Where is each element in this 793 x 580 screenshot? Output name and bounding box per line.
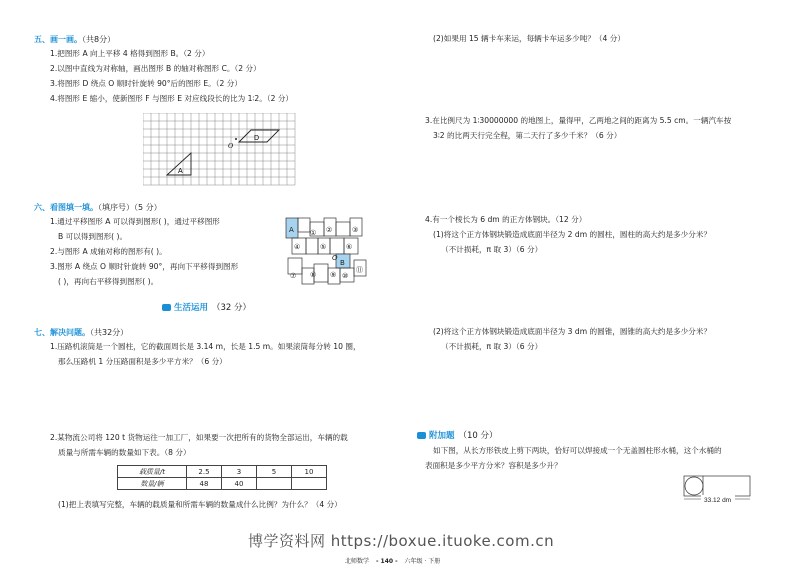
bonus-figure bbox=[680, 474, 755, 506]
puzzle-label-8: ⑧ bbox=[310, 271, 317, 279]
section-7-title bbox=[34, 327, 128, 338]
table-cell: 5 bbox=[257, 466, 292, 478]
table-cell: 3 bbox=[222, 466, 257, 478]
table-row bbox=[118, 478, 327, 490]
bonus-label: 附加题 bbox=[429, 431, 455, 441]
section-5-title bbox=[34, 34, 115, 45]
table-row bbox=[118, 466, 327, 478]
sheet-rectangle bbox=[684, 476, 750, 496]
dimension-label: 33.12 dm bbox=[704, 497, 732, 504]
s6-item-3a: 3.图形 A 绕点 O 顺时针旋转 90°，再向下平移得到图形 bbox=[50, 262, 239, 271]
table-head-load: 载质量/t bbox=[118, 466, 187, 478]
bonus-points: （10 分） bbox=[458, 431, 498, 441]
s7-q2-line2: 质量与所需车辆的数量如下表。（8 分） bbox=[58, 448, 191, 457]
footer-right: 六年级 · 下册 bbox=[404, 558, 441, 565]
table-head-count: 数量/辆 bbox=[118, 478, 187, 490]
page-number: - 140 - bbox=[375, 558, 398, 565]
s5-item-3: 3.将图形 D 绕点 O 顺时针旋转 90°后的图形 E。（2 分） bbox=[50, 79, 242, 88]
table-cell: 48 bbox=[187, 478, 222, 490]
banner-points: （32 分） bbox=[212, 303, 252, 313]
watermark: 博学资料网 https://boxue.ituoke.com.cn bbox=[248, 532, 555, 550]
drawing-grid bbox=[143, 113, 298, 189]
section-5-heading: 五、画一画。 bbox=[34, 35, 82, 44]
section-6-title bbox=[34, 202, 162, 213]
r-q4-line2: (1)将这个正方体钢块锻造成底面半径为 2 dm 的圆柱，圆柱的高大约是多少分米？ bbox=[433, 230, 712, 239]
puzzle-label-9: ⑨ bbox=[330, 271, 337, 279]
r-q4-2-line1: (2)将这个正方体钢块锻造成底面半径为 3 dm 的圆锥，圆锥的高大约是多少分米？ bbox=[433, 327, 712, 336]
s7-q1-line2: 那么压路机 1 分压路面积是多少平方米？（6 分） bbox=[58, 357, 227, 366]
r-q4-line1: 4.有一个棱长为 6 dm 的正方体钢块。（12 分） bbox=[425, 215, 587, 224]
puzzle-label-2: ② bbox=[326, 226, 333, 234]
cut-circle bbox=[685, 477, 703, 495]
label-d: D bbox=[254, 135, 260, 142]
puzzle-figure bbox=[284, 214, 374, 290]
load-table bbox=[117, 465, 327, 490]
puzzle-label-6: ⑥ bbox=[346, 243, 353, 251]
r-q4-2-line2: （不计损耗，π 取 3）（6 分） bbox=[441, 342, 543, 351]
s6-item-1a: 1.通过平移图形 A 可以得到图形( )，通过平移图形 bbox=[50, 217, 220, 226]
bonus-book-icon bbox=[417, 432, 426, 439]
puzzle-label-10: ⑩ bbox=[342, 272, 349, 280]
label-a: A bbox=[178, 168, 183, 175]
r-q4-line3: （不计损耗，π 取 3）（6 分） bbox=[441, 245, 543, 254]
table-cell: 2.5 bbox=[187, 466, 222, 478]
table-cell: 10 bbox=[292, 466, 327, 478]
section-6-heading: 六、看图填一填。 bbox=[34, 203, 98, 212]
table-cell: 40 bbox=[222, 478, 257, 490]
puzzle-label-5: ⑤ bbox=[320, 243, 327, 251]
puzzle-label-11: ⑪ bbox=[356, 266, 363, 274]
bonus-banner bbox=[417, 429, 498, 441]
life-application-banner bbox=[162, 301, 251, 313]
s5-item-4: 4.将图形 E 缩小，使新图形 F 与图形 E 对应线段长的比为 1∶2。（2 分） bbox=[50, 94, 294, 103]
table-cell-blank[interactable] bbox=[292, 478, 327, 490]
s6-item-3b: ( )，再向右平移得到图形( )。 bbox=[58, 277, 159, 286]
r-q3-line1: 3.在比例尺为 1∶30000000 的地图上，量得甲，乙两地之间的距离为 5.5 cm。一辆汽车按 bbox=[425, 116, 732, 125]
section-5-points: （共8分） bbox=[82, 35, 116, 44]
s6-item-2: 2.与图形 A 成轴对称的图形有( )。 bbox=[50, 247, 167, 256]
puzzle-label-3: ③ bbox=[352, 226, 359, 234]
puzzle-label-7: ⑦ bbox=[290, 272, 297, 280]
s7-q2-line1: 2.某物流公司将 120 t 货物运往一加工厂，如果要一次把所有的货物全部运出，车辆的载 bbox=[50, 433, 348, 442]
bonus-line1: 如下图，从长方形铁皮上剪下两块，恰好可以焊接成一个无盖圆柱形水桶，这个水桶的 bbox=[433, 446, 722, 455]
s7-q2-1: (1)把上表填写完整，车辆的载质量和所需车辆的数量成什么比例？为什么？（4 分） bbox=[58, 500, 342, 509]
s7-q1-line1: 1.压路机滚筒是一个圆柱，它的截面周长是 3.14 m，长是 1.5 m。如果滚筒每分转 10 圈， bbox=[50, 342, 361, 351]
section-7-heading: 七、解决问题。 bbox=[34, 328, 90, 337]
r-q3-line2: 3∶2 的比两天行完全程，第二天行了多少千米？（6 分） bbox=[433, 131, 622, 140]
section-7-points: （共32分） bbox=[90, 328, 129, 337]
puzzle-label-b: B bbox=[340, 259, 345, 267]
s6-item-1b: B 可以得到图形( )。 bbox=[58, 232, 128, 241]
bonus-line2: 表面积是多少平方分米？容积是多少升？ bbox=[425, 461, 562, 470]
section-6-points: （填序号）（5 分） bbox=[98, 203, 162, 212]
puzzle-label-4: ④ bbox=[294, 243, 301, 251]
puzzle-label-1: ① bbox=[310, 229, 317, 237]
label-o: O bbox=[228, 142, 234, 150]
r-q2-2: (2)如果用 15 辆卡车来运，每辆卡车运多少吨？（4 分） bbox=[433, 34, 625, 43]
point-o bbox=[235, 138, 237, 140]
puzzle-label-a: A bbox=[289, 226, 294, 234]
table-cell-blank[interactable] bbox=[257, 478, 292, 490]
puzzle-label-o: O bbox=[332, 254, 338, 262]
banner-book-icon bbox=[162, 304, 171, 311]
banner-label: 生活运用 bbox=[174, 303, 209, 313]
footer-left: 北师数学 bbox=[345, 558, 370, 565]
s5-item-2: 2.以图中直线为对称轴，画出图形 B 的轴对称图形 C。（2 分） bbox=[50, 64, 261, 73]
footer bbox=[345, 556, 440, 565]
s5-item-1: 1.把图形 A 向上平移 4 格得到图形 B。（2 分） bbox=[50, 49, 210, 58]
